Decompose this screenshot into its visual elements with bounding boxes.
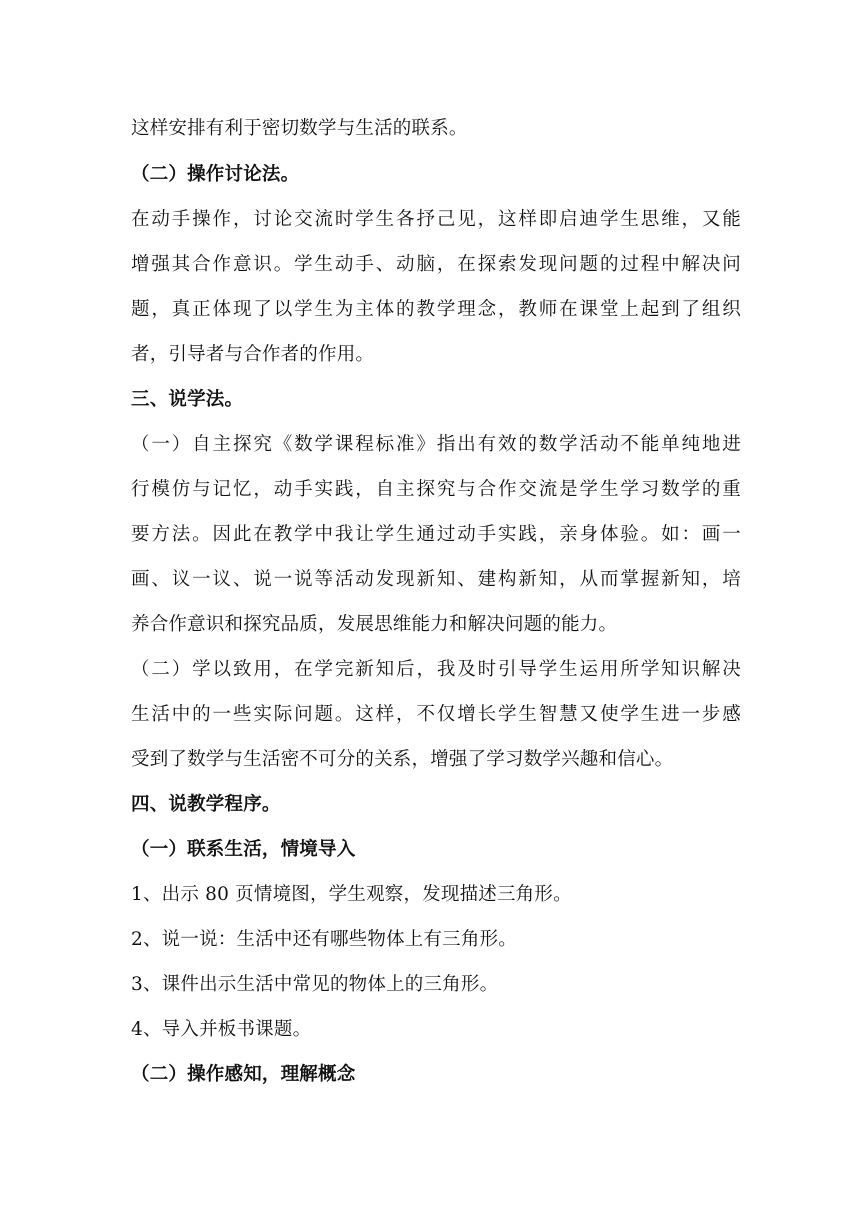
paragraph-line: 要方法。因此在教学中我让学生通过动手实践，亲身体验。如：画一 [131, 524, 741, 545]
paragraph-line: 养合作意识和探究品质，发展思维能力和解决问题的能力。 [131, 614, 618, 635]
paragraph-line: 增强其合作意识。学生动手、动脑，在探索发现问题的过程中解决问 [131, 254, 741, 275]
paragraph-line: （二）学以致用，在学完新知后，我及时引导学生运用所学知识解决 [131, 659, 741, 680]
paragraph-line: 在动手操作，讨论交流时学生各抒己见，这样即启迪学生思维，又能 [131, 209, 741, 230]
section-heading: 三、说学法。 [131, 389, 244, 410]
paragraph-line: 受到了数学与生活密不可分的关系，增强了学习数学兴趣和信心。 [131, 749, 674, 770]
paragraph-line: 生活中的一些实际问题。这样，不仅增长学生智慧又使学生进一步感 [131, 704, 741, 725]
list-item: 4、导入并板书课题。 [131, 1019, 312, 1040]
paragraph-line: （一）自主探究《数学课程标准》指出有效的数学活动不能单纯地进 [131, 434, 741, 455]
section-heading: （二）操作感知，理解概念 [131, 1064, 356, 1085]
list-item: 1、出示 80 页情境图，学生观察，发现描述三角形。 [131, 884, 572, 905]
section-heading: 四、说教学程序。 [131, 794, 281, 815]
paragraph-line: 画、议一议、说一说等活动发现新知、建构新知，从而掌握新知，培 [131, 569, 741, 590]
paragraph-line: 这样安排有利于密切数学与生活的联系。 [131, 118, 468, 139]
list-item: 3、课件出示生活中常见的物体上的三角形。 [131, 974, 499, 995]
paragraph-line: 行模仿与记忆，动手实践，自主探究与合作交流是学生学习数学的重 [131, 479, 741, 500]
list-item: 2、说一说：生活中还有哪些物体上有三角形。 [131, 929, 517, 950]
section-heading: （二）操作讨论法。 [131, 164, 300, 185]
paragraph-line: 者，引导者与合作者的作用。 [131, 344, 375, 365]
section-heading: （一）联系生活，情境导入 [131, 839, 356, 860]
paragraph-line: 题，真正体现了以学生为主体的教学理念，教师在课堂上起到了组织 [131, 299, 741, 320]
